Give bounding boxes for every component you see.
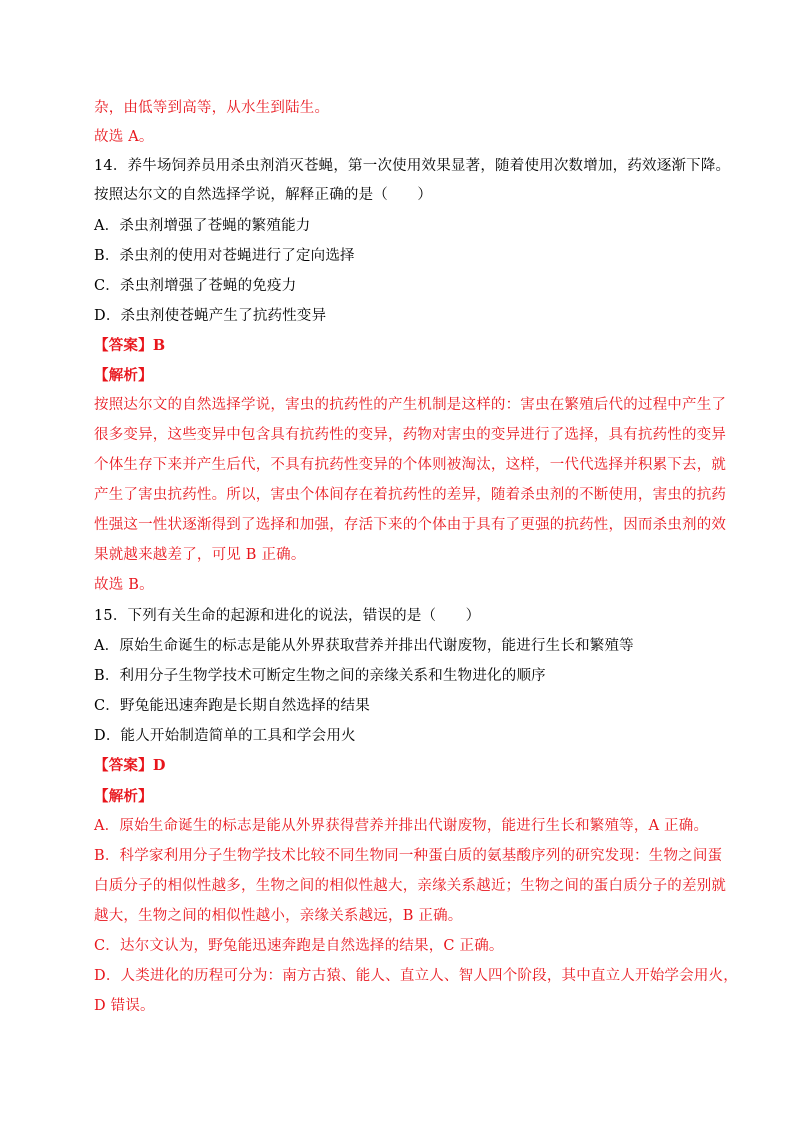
q14-analysis-line-6: 果就越来越差了，可见 B 正确。 — [94, 547, 306, 563]
q15-option-c: C．野兔能迅速奔跑是长期自然选择的结果 — [94, 698, 370, 714]
q14-option-d: D．杀虫剂使苍蝇产生了抗药性变异 — [94, 308, 327, 324]
q15-analysis-line-1: A．原始生命诞生的标志是能从外界获得营养并排出代谢废物，能进行生长和繁殖等，A 正确。 — [94, 818, 709, 834]
q14-analysis-line-1: 按照达尔文的自然选择学说，害虫的抗药性的产生机制是这样的：害虫在繁殖后代的过程中产生了 — [94, 397, 727, 413]
q15-analysis-line-6: D．人类进化的历程可分为：南方古猿、能人、直立人、智人四个阶段，其中直立人开始学会用火， — [94, 968, 738, 984]
q14-option-a: A．杀虫剂增强了苍蝇的繁殖能力 — [94, 218, 311, 234]
q15-option-b: B．利用分子生物学技术可断定生物之间的亲缘关系和生物进化的顺序 — [94, 668, 546, 684]
q15-analysis-line-7: D 错误。 — [94, 998, 155, 1014]
prev-analysis-line: 杂，由低等到高等，从水生到陆生。 — [94, 100, 330, 116]
q15-stem: 15．下列有关生命的起源和进化的说法，错误的是（ ） — [94, 608, 481, 624]
q15-answer-label: 【答案】 — [94, 757, 153, 774]
prev-conclusion: 故选 A。 — [94, 129, 154, 145]
q15-analysis-label: 【解析】 — [94, 788, 153, 805]
q14-analysis-line-3: 个体生存下来并产生后代，不具有抗药性变异的个体则被淘汰，这样，一代代选择并积累下去，就 — [94, 457, 727, 473]
q15-analysis-line-2: B．科学家利用分子生物学技术比较不同生物同一种蛋白质的氨基酸序列的研究发现：生物之间蛋 — [94, 848, 723, 864]
q14-answer-value: B — [152, 337, 166, 354]
q14-stem-line-1: 14．养牛场饲养员用杀虫剂消灭苍蝇，第一次使用效果显著，随着使用次数增加，药效逐渐下降。 — [94, 158, 731, 174]
q14-stem-line-2: 按照达尔文的自然选择学说，解释正确的是（ ） — [94, 187, 433, 203]
q15-option-d: D．能人开始制造简单的工具和学会用火 — [94, 728, 356, 744]
q14-conclusion: 故选 B。 — [94, 577, 154, 593]
q15-option-a: A．原始生命诞生的标志是能从外界获取营养并排出代谢废物，能进行生长和繁殖等 — [94, 638, 634, 654]
q14-answer — [94, 336, 714, 356]
q14-analysis-label: 【解析】 — [94, 367, 153, 384]
q14-analysis-line-5: 性强这一性状逐渐得到了选择和加强，存活下来的个体由于具有了更强的抗药性，因而杀虫剂的效 — [94, 517, 727, 533]
q15-answer-value: D — [152, 757, 166, 774]
q14-analysis-line-4: 产生了害虫抗药性。所以，害虫个体间存在着抗药性的差异，随着杀虫剂的不断使用，害虫的抗药 — [94, 487, 727, 503]
q15-analysis-line-4: 越大，生物之间的相似性越小，亲缘关系越远，B 正确。 — [94, 908, 463, 924]
q14-answer-label: 【答案】 — [94, 337, 153, 354]
q14-option-c: C．杀虫剂增强了苍蝇的免疫力 — [94, 278, 297, 294]
q14-option-b: B．杀虫剂的使用对苍蝇进行了定向选择 — [94, 248, 355, 264]
q15-answer — [94, 756, 714, 776]
q14-analysis-line-2: 很多变异，这些变异中包含具有抗药性的变异，药物对害虫的变异进行了选择，具有抗药性的变异 — [94, 427, 727, 443]
q15-analysis-line-3: 白质分子的相似性越多，生物之间的相似性越大，亲缘关系越近；生物之间的蛋白质分子的差别就 — [94, 878, 727, 894]
q15-analysis-line-5: C．达尔文认为，野兔能迅速奔跑是自然选择的结果，C 正确。 — [94, 938, 504, 954]
